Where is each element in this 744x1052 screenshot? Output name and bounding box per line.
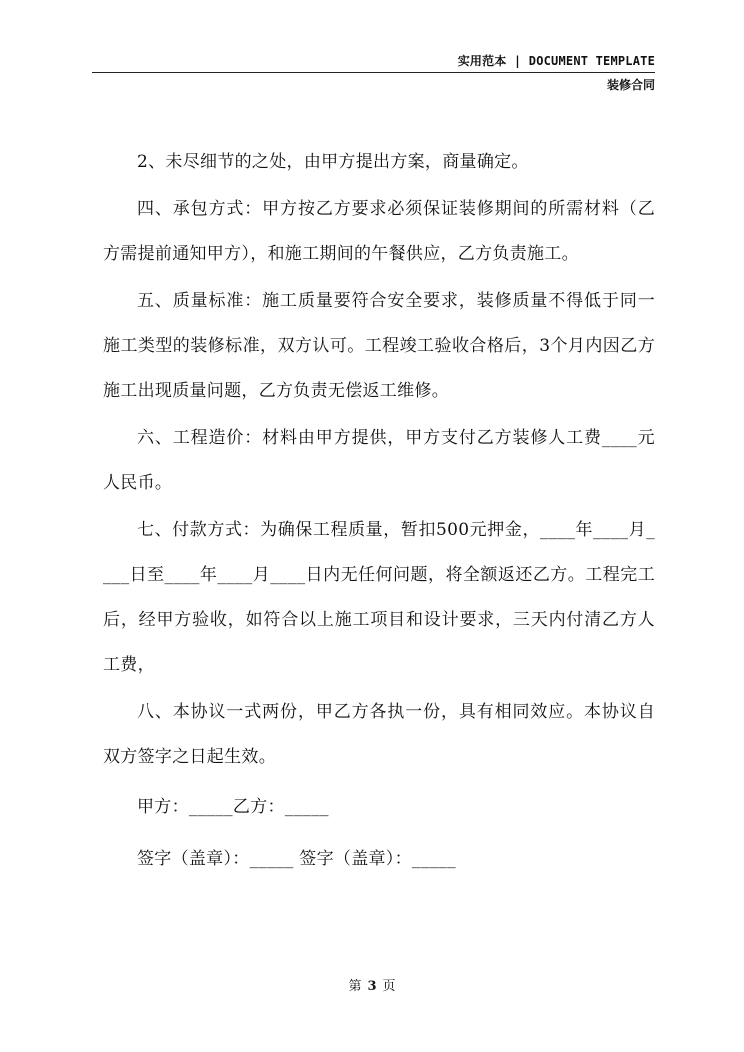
page-number: 3 bbox=[367, 979, 377, 994]
signature-parties-line: 甲方：_____乙方：_____ bbox=[137, 797, 329, 817]
clause-5-quality-standard: 五、质量标准：施工质量要符合安全要求，装修质量不得低于同一施工类型的装修标准，双方认可。工程竣工验收合格后，3个月内因乙方施工出现质量问题，乙方负责无偿返工维修。 bbox=[103, 291, 655, 401]
page-suffix: 页 bbox=[382, 979, 396, 994]
signature-seal-line: 签字（盖章）：_____ 签字（盖章）：_____ bbox=[137, 849, 456, 869]
clause-4-contract-method: 四、承包方式：甲方按乙方要求必须保证装修期间的所需材料（乙方需提前通知甲方），和施工期间的午餐供应，乙方负责施工。 bbox=[103, 199, 655, 264]
clause-2-detail: 2、未尽细节的之处，由甲方提出方案，商量确定。 bbox=[137, 152, 529, 172]
header-document-type: 装修合同 bbox=[606, 78, 655, 92]
clause-8-agreement-copies: 八、本协议一式两份，甲乙方各执一份，具有相同效应。本协议自双方签字之日起生效。 bbox=[103, 702, 655, 767]
header-template-label: 实用范本 | DOCUMENT TEMPLATE bbox=[457, 54, 655, 68]
clause-7-payment-method: 七、付款方式：为确保工程质量，暂扣500元押金，____年____月____日至____年____月____日内无任何问题，将全额返还乙方。工程完工后，经甲方验收，如符合以上施工项目和设计要求，三天内付清乙方人工费， bbox=[103, 520, 655, 675]
page-prefix: 第 bbox=[348, 979, 362, 994]
document-body bbox=[103, 140, 655, 886]
header-divider bbox=[92, 72, 655, 73]
clause-6-project-cost: 六、工程造价：材料由甲方提供，甲方支付乙方装修人工费____元人民币。 bbox=[103, 428, 655, 493]
page-footer bbox=[0, 975, 744, 994]
page-header bbox=[92, 52, 655, 96]
